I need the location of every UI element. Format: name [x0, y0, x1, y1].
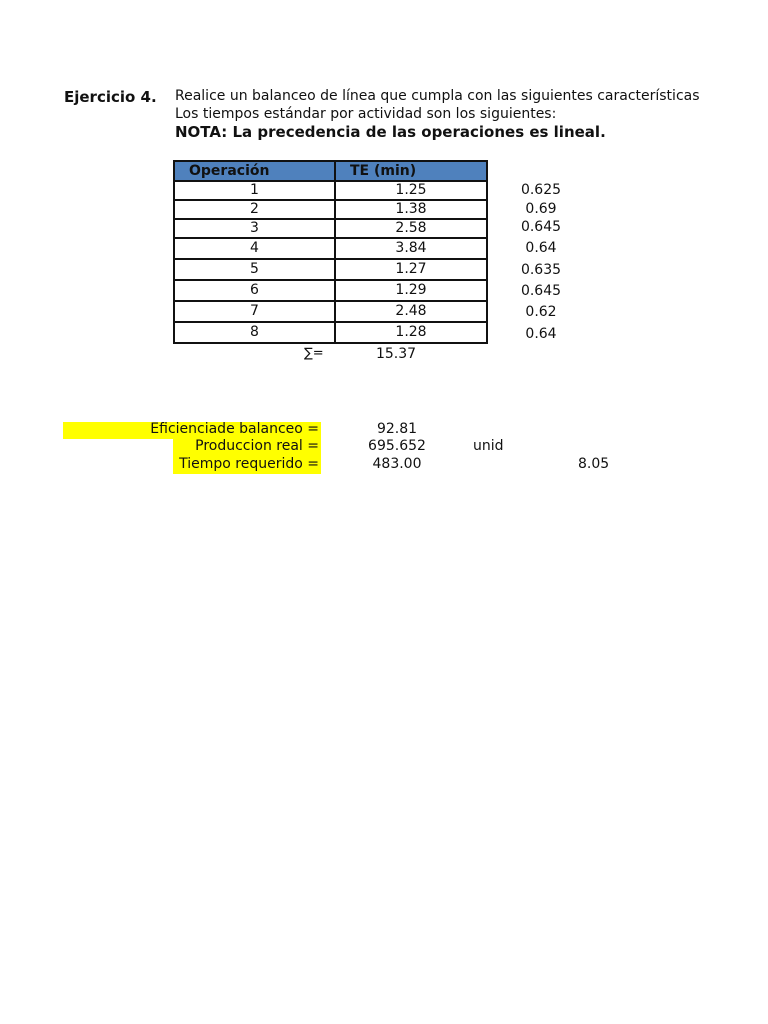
te-cell: 3.84: [335, 238, 487, 259]
operation-cell: 1: [174, 181, 335, 200]
efficiency-value: 92.81: [376, 421, 418, 437]
efficiency-label: Eficienciade balanceo =: [150, 421, 319, 437]
table-row: [174, 181, 487, 200]
time-value: 483.00: [372, 456, 422, 472]
time-extra-value: 8.05: [578, 456, 610, 472]
te-cell: 1.29: [335, 280, 487, 301]
ratio-value: 0.625: [520, 182, 562, 198]
operation-cell: 8: [174, 322, 335, 343]
sum-label: ∑=: [304, 346, 324, 361]
production-label: Produccion real =: [195, 438, 319, 454]
operation-cell: 2: [174, 200, 335, 219]
ratio-value: 0.69: [525, 201, 557, 217]
ratio-value: 0.645: [520, 219, 562, 235]
te-cell: 2.58: [335, 219, 487, 238]
operation-cell: 6: [174, 280, 335, 301]
te-cell: 1.25: [335, 181, 487, 200]
precedence-note: NOTA: La precedencia de las operaciones es lineal.: [175, 123, 606, 141]
table-row: [174, 322, 487, 343]
table-row: [174, 280, 487, 301]
operation-cell: 7: [174, 301, 335, 322]
operation-cell: 5: [174, 259, 335, 280]
operation-cell: 4: [174, 238, 335, 259]
te-cell: 2.48: [335, 301, 487, 322]
table-row: [174, 301, 487, 322]
production-unit: unid: [473, 438, 504, 454]
instruction-line-1: Realice un balanceo de línea que cumpla con las siguientes características: [175, 88, 700, 104]
column-header-operation: Operación: [174, 161, 335, 181]
instruction-line-2: Los tiempos estándar por actividad son los siguientes:: [175, 106, 557, 122]
column-header-te: TE (min): [335, 161, 487, 181]
table-row: [174, 219, 487, 238]
ratio-value: 0.64: [525, 326, 557, 342]
table-row: [174, 259, 487, 280]
ratio-value: 0.645: [520, 283, 562, 299]
ratio-value: 0.62: [525, 304, 557, 320]
exercise-title: Ejercicio 4.: [64, 88, 157, 106]
time-label: Tiempo requerido =: [179, 456, 319, 472]
ratio-value: 0.64: [525, 240, 557, 256]
ratio-value: 0.635: [520, 262, 562, 278]
operation-cell: 3: [174, 219, 335, 238]
operations-table: [173, 160, 488, 344]
te-cell: 1.38: [335, 200, 487, 219]
te-cell: 1.27: [335, 259, 487, 280]
table-header-row: [174, 161, 487, 181]
table-row: [174, 238, 487, 259]
production-value: 695.652: [368, 438, 426, 454]
te-cell: 1.28: [335, 322, 487, 343]
table-row: [174, 200, 487, 219]
sum-value: 15.37: [375, 346, 417, 362]
